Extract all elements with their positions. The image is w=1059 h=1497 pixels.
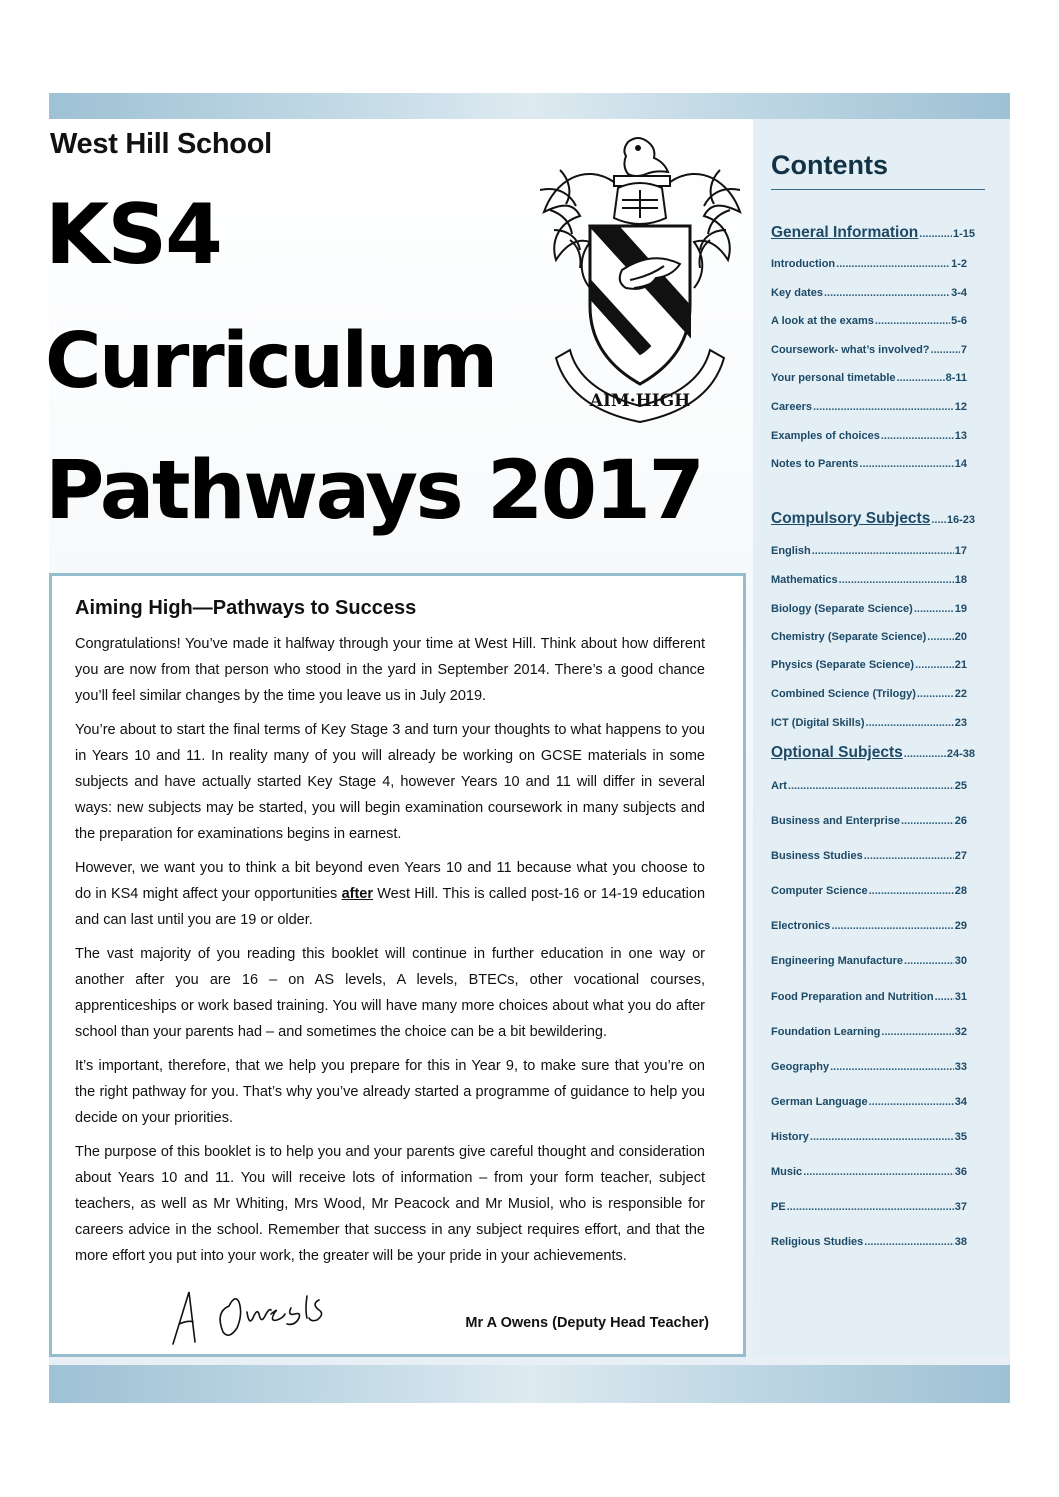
toc-label: Religious Studies xyxy=(771,1236,864,1248)
title-line-1: KS4 xyxy=(45,186,221,283)
toc-page-number: 3-4 xyxy=(951,287,967,299)
toc-leader xyxy=(901,814,954,828)
toc-leader xyxy=(831,919,953,933)
toc-leader xyxy=(917,687,954,701)
toc-leader xyxy=(813,400,954,414)
toc-leader xyxy=(869,884,954,898)
toc-page-number: 30 xyxy=(954,955,967,967)
toc-leader xyxy=(866,716,954,730)
toc-label: German Language xyxy=(771,1096,868,1108)
toc-label: Optional Subjects xyxy=(771,744,903,761)
toc-entry[interactable] xyxy=(771,371,967,385)
header-band xyxy=(49,93,1010,119)
toc-page-number: 1-2 xyxy=(951,258,967,270)
toc-label: Computer Science xyxy=(771,885,868,897)
toc-label: Introduction xyxy=(771,258,836,270)
toc-page-number: 22 xyxy=(954,688,967,700)
toc-entry[interactable] xyxy=(771,1200,967,1214)
signoff: Mr A Owens (Deputy Head Teacher) xyxy=(465,1315,709,1331)
toc-label: Electronics xyxy=(771,920,831,932)
toc-leader xyxy=(836,257,950,271)
toc-entry[interactable] xyxy=(771,314,967,328)
contents-divider xyxy=(771,189,985,190)
toc-page-number: 13 xyxy=(954,430,967,442)
toc-entry[interactable] xyxy=(771,429,967,443)
toc-leader xyxy=(869,1095,954,1109)
toc-page-number: 5-6 xyxy=(951,315,967,327)
toc-entry[interactable] xyxy=(771,573,967,587)
toc-leader xyxy=(881,429,954,443)
intro-paragraph: The vast majority of you reading this booklet will continue in further education in one way or another after you are 16 – on AS levels, A levels, BTECs, other vocational courses, apprenticeships or work based training. You will have many more choices about what you do after school than your parents had – and sometimes the choice can be a bit bewildering. xyxy=(75,946,705,1040)
intro-body xyxy=(75,631,705,1277)
toc-label: Compulsory Subjects xyxy=(771,510,931,527)
toc-label: Geography xyxy=(771,1061,830,1073)
toc-entry[interactable] xyxy=(771,884,967,898)
toc-entry[interactable] xyxy=(771,687,967,701)
toc-entry[interactable] xyxy=(771,630,967,644)
toc-leader xyxy=(812,544,954,558)
toc-page-number: 8-11 xyxy=(945,372,967,384)
toc-leader xyxy=(931,343,960,357)
toc-page-number: 12 xyxy=(954,401,967,413)
paragraph-text: However, we want you to think a bit beyond even Years 10 and 11 because what you choose to do in KS4 might affect your opportunities xyxy=(75,860,705,902)
toc-leader xyxy=(914,602,954,616)
toc-leader xyxy=(875,314,950,328)
toc-leader xyxy=(881,1025,953,1039)
intro-paragraph: The purpose of this booklet is to help you and your parents give careful thought and consideration about Years 10 and 11. You will receive lots of information – from your form teacher, subject teachers, as well as Mr Whiting, Mrs Wood, Mr Peacock and Mr Musiol, who is responsible for careers advice in the school. Remember that success in any subject requires effort, and that the more effort you put into your work, the greater will be your pride in your achievements. xyxy=(75,1144,705,1264)
toc-page-number: 37 xyxy=(954,1201,967,1213)
toc-section[interactable] xyxy=(771,512,975,527)
toc-entry[interactable] xyxy=(771,257,967,271)
toc-leader xyxy=(810,1130,954,1144)
toc-section[interactable] xyxy=(771,226,975,241)
toc-label: General Information xyxy=(771,224,919,241)
toc-leader xyxy=(859,457,953,471)
title-line-2: Curriculum xyxy=(45,317,496,406)
toc-entry[interactable] xyxy=(771,849,967,863)
toc-leader xyxy=(935,990,954,1004)
toc-section[interactable] xyxy=(771,746,975,761)
toc-page-number: 19 xyxy=(954,603,967,615)
toc-page-number: 33 xyxy=(954,1061,967,1073)
toc-leader xyxy=(915,658,954,672)
intro-paragraph: It’s important, therefore, that we help you prepare for this in Year 9, to make sure that you’re on the right pathway for you. That’s why you’ve already started a programme of guidance to help you decide on your priorities. xyxy=(75,1058,705,1126)
toc-label: Business Studies xyxy=(771,850,863,862)
intro-paragraph: You’re about to start the final terms of Key Stage 3 and turn your thoughts to what happens to you in Years 10 and 11. In reality many of you will already be working on GCSE materials in some subjects and have actually started Key Stage 4, however Years 10 and 11 will differ in several ways: new subjects may be started, you will begin examination coursework in many subjects and the preparation for examinations begins in earnest. xyxy=(75,722,705,842)
toc-label: Art xyxy=(771,780,787,792)
toc-page-number: 27 xyxy=(954,850,967,862)
toc-leader xyxy=(864,849,954,863)
intro-heading: Aiming High—Pathways to Success xyxy=(75,597,417,619)
toc-label: Examples of choices xyxy=(771,430,880,442)
toc-entry[interactable] xyxy=(771,343,967,357)
toc-page-number: 36 xyxy=(954,1166,967,1178)
toc-entry[interactable] xyxy=(771,1130,967,1144)
toc-entry[interactable] xyxy=(771,1095,967,1109)
toc-label: Business and Enterprise xyxy=(771,815,900,827)
toc-entry[interactable] xyxy=(771,602,967,616)
toc-page-number: 7 xyxy=(960,344,967,356)
toc-label: Foundation Learning xyxy=(771,1026,881,1038)
footer-band xyxy=(49,1365,1010,1403)
toc-label: Combined Science (Trilogy) xyxy=(771,688,916,700)
contents-title: Contents xyxy=(771,150,888,180)
toc-label: Engineering Manufacture xyxy=(771,955,904,967)
toc-leader xyxy=(904,954,954,968)
toc-label: Music xyxy=(771,1166,803,1178)
school-name: West Hill School xyxy=(50,128,272,160)
toc-label: PE xyxy=(771,1201,786,1213)
toc-entry[interactable] xyxy=(771,1025,967,1039)
school-crest-icon xyxy=(530,130,750,430)
toc-page-number: 25 xyxy=(954,780,967,792)
toc-page-number: 32 xyxy=(954,1026,967,1038)
toc-entry[interactable] xyxy=(771,716,967,730)
toc-leader xyxy=(824,286,950,300)
toc-label: History xyxy=(771,1131,809,1143)
toc-label: Mathematics xyxy=(771,574,838,586)
toc-label: Your personal timetable xyxy=(771,372,896,384)
toc-leader xyxy=(787,1200,954,1214)
toc-page-number: 18 xyxy=(954,574,967,586)
toc-page-number: 38 xyxy=(954,1236,967,1248)
toc-page-number: 35 xyxy=(954,1131,967,1143)
toc-label: Careers xyxy=(771,401,812,413)
toc-leader xyxy=(897,371,945,385)
crest-motto: AIM·HIGH xyxy=(589,391,691,411)
toc-entry[interactable] xyxy=(771,658,967,672)
toc-leader xyxy=(864,1235,953,1249)
toc-entry[interactable] xyxy=(771,779,967,793)
toc-page-number: 28 xyxy=(954,885,967,897)
handwritten-signature xyxy=(167,1286,377,1346)
toc-label: English xyxy=(771,545,811,557)
toc-page-number: 26 xyxy=(954,815,967,827)
toc-entry[interactable] xyxy=(771,1235,967,1249)
toc-entry[interactable] xyxy=(771,814,967,828)
toc-page-number: 14 xyxy=(954,458,967,470)
toc-label: ICT (Digital Skills) xyxy=(771,717,865,729)
toc-label: Notes to Parents xyxy=(771,458,859,470)
toc-leader xyxy=(788,779,954,793)
toc-leader xyxy=(931,513,946,527)
toc-entry[interactable] xyxy=(771,286,967,300)
toc-leader xyxy=(919,227,952,241)
intro-paragraph xyxy=(75,855,705,933)
toc-label: Coursework- what’s involved? xyxy=(771,344,930,356)
toc-leader xyxy=(830,1060,954,1074)
toc-leader xyxy=(803,1165,954,1179)
title-line-3: Pathways 2017 xyxy=(45,444,703,538)
toc-leader xyxy=(927,630,953,644)
toc-page-number: 24-38 xyxy=(946,748,975,760)
toc-leader xyxy=(839,573,954,587)
toc-page-number: 20 xyxy=(954,631,967,643)
toc-entry[interactable] xyxy=(771,990,967,1004)
toc-page-number: 21 xyxy=(954,659,967,671)
toc-label: Chemistry (Separate Science) xyxy=(771,631,927,643)
toc-page-number: 29 xyxy=(954,920,967,932)
intro-paragraph: Congratulations! You’ve made it halfway through your time at West Hill. Think about how different you are now from that person who stood in the yard in September 2014. There’s a good chance you’ll feel similar changes by the time you leave us in July 2019. xyxy=(75,636,705,704)
toc-page-number: 23 xyxy=(954,717,967,729)
toc-page-number: 1-15 xyxy=(952,228,975,240)
toc-entry[interactable] xyxy=(771,1060,967,1074)
paragraph-text: West Hill. This is called post-16 or 14-19 education and can last until you are 19 or older. xyxy=(75,886,706,928)
toc-entry[interactable] xyxy=(771,400,967,414)
toc-label: Physics (Separate Science) xyxy=(771,659,915,671)
toc-label: A look at the exams xyxy=(771,315,874,327)
toc-entry[interactable] xyxy=(771,954,967,968)
toc-entry[interactable] xyxy=(771,544,967,558)
toc-page-number: 31 xyxy=(954,991,967,1003)
toc-entry[interactable] xyxy=(771,457,967,471)
toc-page-number: 34 xyxy=(954,1096,967,1108)
toc-entry[interactable] xyxy=(771,919,967,933)
emphasis-after: after xyxy=(341,886,373,902)
toc-page-number: 16-23 xyxy=(946,514,975,526)
toc-leader xyxy=(904,747,946,761)
toc-label: Food Preparation and Nutrition xyxy=(771,991,934,1003)
toc-page-number: 17 xyxy=(954,545,967,557)
toc-label: Biology (Separate Science) xyxy=(771,603,913,615)
intro-panel xyxy=(49,573,746,1357)
toc-entry[interactable] xyxy=(771,1165,967,1179)
toc-label: Key dates xyxy=(771,287,823,299)
